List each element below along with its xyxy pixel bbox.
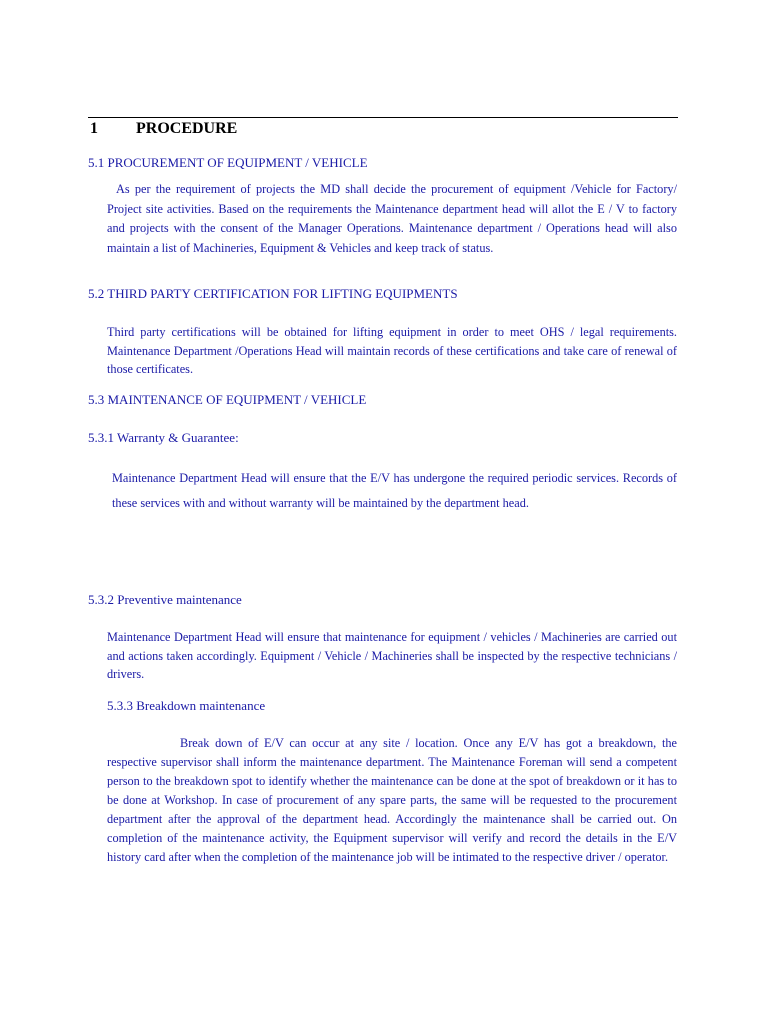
section-title: PROCEDURE xyxy=(136,120,238,137)
paragraph-5-3-3: Break down of E/V can occur at any site / location. Once any E/V has got a breakdown, the respective supervisor shall inform the maintenance department. The Maintenance Foreman will send a competent person to the breakdown spot to identify whether the maintenance can be done at the spot of breakdown or it has to be done at Workshop. In case of procurement of any spare parts, the same will be requested to the procurement department after the approval of the department head. Accordingly the maintenance shall be carried out. On completion of the maintenance activity, the Equipment supervisor will verify and record the details in the E/V history card after when the completion of the maintenance job will be intimated to the respective driver / operator. xyxy=(107,736,677,864)
heading-5-3-3: 5.3.3 Breakdown maintenance xyxy=(107,698,266,713)
section-number: 1 xyxy=(90,120,98,137)
section-heading xyxy=(90,119,237,139)
heading-5-3-2: 5.3.2 Preventive maintenance xyxy=(88,592,242,607)
paragraph-5-2: Third party certifications will be obtained for lifting equipment in order to meet OHS / legal requirements. Maintenance Department /Operations Head will maintain records of these certifications and take care of renewal of those certificates. xyxy=(107,325,677,376)
paragraph-5-3-1: Maintenance Department Head will ensure that the E/V has undergone the required periodic services. Records of these services with and without warranty will be maintained by the department head. xyxy=(112,471,677,510)
paragraph-5-3-2: Maintenance Department Head will ensure that maintenance for equipment / vehicles / Machineries are carried out and actions taken accordingly. Equipment / Vehicle / Machineries shall be inspected by the respective technicians / drivers. xyxy=(107,630,677,681)
section-top-rule xyxy=(88,117,678,118)
heading-5-3: 5.3 MAINTENANCE OF EQUIPMENT / VEHICLE xyxy=(88,392,367,407)
heading-5-3-1: 5.3.1 Warranty & Guarantee: xyxy=(88,430,239,445)
heading-5-1: 5.1 PROCUREMENT OF EQUIPMENT / VEHICLE xyxy=(88,155,368,170)
paragraph-5-1: As per the requirement of projects the MD shall decide the procurement of equipment /Vehicle for Factory/ Project site activities. Based on the requirements the Maintenance department head will allot the E / V to factory and projects with the consent of the Manager Operations. Maintenance department / Operations head will also maintain a list of Machineries, Equipment & Vehicles and keep track of status. xyxy=(107,182,677,255)
heading-5-2: 5.2 THIRD PARTY CERTIFICATION FOR LIFTING EQUIPMENTS xyxy=(88,286,458,301)
